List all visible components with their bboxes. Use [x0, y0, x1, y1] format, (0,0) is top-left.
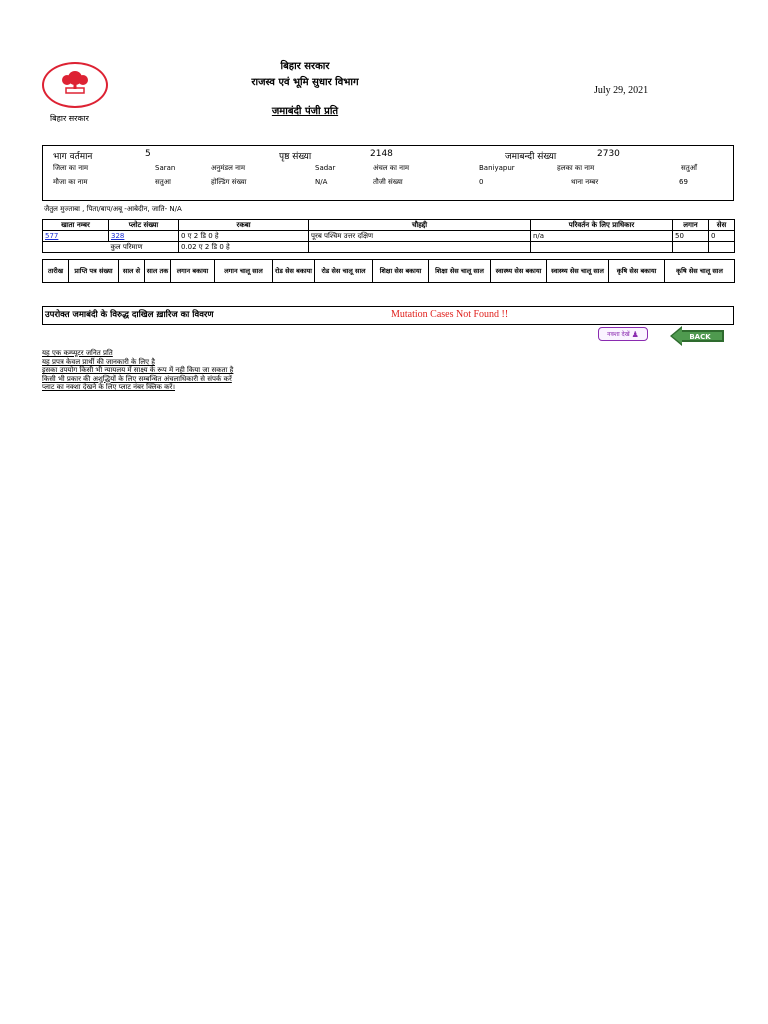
- holding-value: N/A: [315, 178, 328, 186]
- jamabandi-label: जमाबन्दी संख्या: [505, 152, 557, 162]
- history-col-agri-due: कृषि सेस बकाया: [609, 260, 665, 283]
- khata-number-link[interactable]: 577: [45, 232, 59, 240]
- header-ses: सेस: [709, 220, 735, 231]
- total-value: 0.02 ए 2 डि 0 हे: [179, 242, 309, 253]
- people-icon: ♟: [631, 329, 639, 339]
- total-label: कुल परिमाण: [109, 242, 179, 253]
- note-item: प्लाट का नक्शा देखने के लिए प्लाट नंबर क्लिक करें।: [42, 383, 176, 391]
- halka-label: हलका का नाम: [557, 164, 595, 172]
- plot-number-link[interactable]: 328: [111, 232, 125, 240]
- note-item: इसका उपयोग किसी भी न्यायलय में साक्ष्य के रूप में नही किया जा सकता है: [42, 366, 234, 374]
- summary-panel: [42, 145, 734, 201]
- header-authority: परिवर्तन के लिए प्राधिकार: [531, 220, 673, 231]
- mauja-value: सतुआ: [155, 178, 171, 186]
- header-khata: खाता नम्बर: [43, 220, 109, 231]
- header-lagan: लगान: [673, 220, 709, 231]
- history-col-receipt: प्राप्ति पत्र संख्या: [69, 260, 119, 283]
- bhag-value: 5: [145, 149, 151, 159]
- table-row: [43, 242, 735, 253]
- rakba-value: 0 ए 2 डि 0 हे: [179, 231, 309, 242]
- note-item: यह एक कम्प्यूटर जनित प्रति: [42, 349, 113, 357]
- bodhi-tree-icon: [58, 70, 92, 94]
- thana-label: थाना नम्बर: [571, 178, 599, 186]
- history-col-lagan-due: लगान बकाया: [171, 260, 215, 283]
- note-item: किसी भी प्रकार की अशुद्धियों के लिए सम्बन्धित अंचलाधिकारी से संपर्क करें: [42, 374, 232, 383]
- history-col-lagan-current: लगान चालू साल: [215, 260, 273, 283]
- thana-value: 69: [679, 178, 688, 186]
- history-col-date: तारीख: [43, 260, 69, 283]
- org-name: बिहार सरकार: [280, 61, 330, 72]
- dept-name: राजस्व एवं भूमि सुधार विभाग: [251, 77, 359, 88]
- owner-details: जैतुल मुज्ताबा , पिता/बाप/अबू -आबेदीन, जाति- N/A: [44, 205, 182, 213]
- page-value: 2148: [370, 149, 393, 159]
- report-date: July 29, 2021: [594, 85, 649, 96]
- mutation-panel: [42, 306, 734, 325]
- bihar-emblem-logo: [42, 62, 108, 108]
- chauhaddi-value: पूरब पश्चिम उत्तर दक्षिण: [309, 231, 531, 242]
- district-value: Saran: [155, 164, 176, 172]
- subdiv-label: अनुमंडल नाम: [211, 164, 246, 172]
- halka-value: सतुआँ: [681, 164, 697, 172]
- circle-value: Baniyapur: [479, 164, 515, 172]
- logo-caption: बिहार सरकार: [50, 114, 89, 123]
- bhag-label: भाग वर्तमान: [53, 152, 93, 162]
- history-col-road-current: रोड सेस चालू साल: [315, 260, 373, 283]
- header-rakba: रकबा: [179, 220, 309, 231]
- history-col-year-from: साल से: [119, 260, 145, 283]
- ses-value: 0: [709, 231, 735, 242]
- plot-table-header: [43, 220, 735, 231]
- subdiv-value: Sadar: [315, 164, 336, 172]
- authority-value: n/a: [531, 231, 673, 242]
- history-col-health-due: स्वास्थ्य सेस बकाया: [491, 260, 547, 283]
- mutation-label: उपरोक्त जमाबंदी के विरुद्ध दाखिल ख़ारिज का विवरण: [45, 310, 214, 320]
- payment-history-table: [42, 259, 735, 283]
- tauzi-value: 0: [479, 178, 484, 186]
- district-label: जिला का नाम: [53, 164, 89, 172]
- mutation-status: Mutation Cases Not Found !!: [391, 309, 509, 320]
- note-item: यह प्रपत्र केवल प्रार्थी की जानकारी के लिए है: [42, 357, 155, 366]
- history-col-edu-current: शिक्षा सेस चालू साल: [429, 260, 491, 283]
- holding-label: होल्डिंग संख्या: [211, 178, 247, 186]
- history-col-health-current: स्वास्थ्य सेस चालू साल: [547, 260, 609, 283]
- page-label: पृष्ठ संख्या: [279, 152, 312, 162]
- doc-title: जमाबंदी पंजी प्रति: [271, 106, 339, 117]
- table-row: [43, 231, 735, 242]
- history-col-agri-current: कृषि सेस चालू साल: [665, 260, 735, 283]
- history-col-edu-due: शिक्षा सेस बकाया: [373, 260, 429, 283]
- header-plot: प्लोट संख्या: [109, 220, 179, 231]
- history-header-row: [43, 260, 735, 283]
- plot-table: [42, 219, 735, 253]
- back-button[interactable]: [670, 326, 724, 346]
- history-col-road-due: रोड सेस बकाया: [273, 260, 315, 283]
- header-chauhaddi: चौहद्दी: [309, 220, 531, 231]
- jamabandi-value: 2730: [597, 149, 620, 159]
- tauzi-label: तौजी संख्या: [373, 178, 403, 186]
- back-label: BACK: [689, 333, 711, 341]
- mauja-label: मौजा का नाम: [53, 178, 88, 186]
- circle-label: अंचल का नाम: [373, 164, 410, 172]
- history-col-year-to: साल तक: [145, 260, 171, 283]
- notes-list: [42, 349, 233, 392]
- view-map-button[interactable]: [598, 327, 648, 341]
- view-map-label: नक्शा देखें: [607, 331, 630, 338]
- lagan-value: 50: [673, 231, 709, 242]
